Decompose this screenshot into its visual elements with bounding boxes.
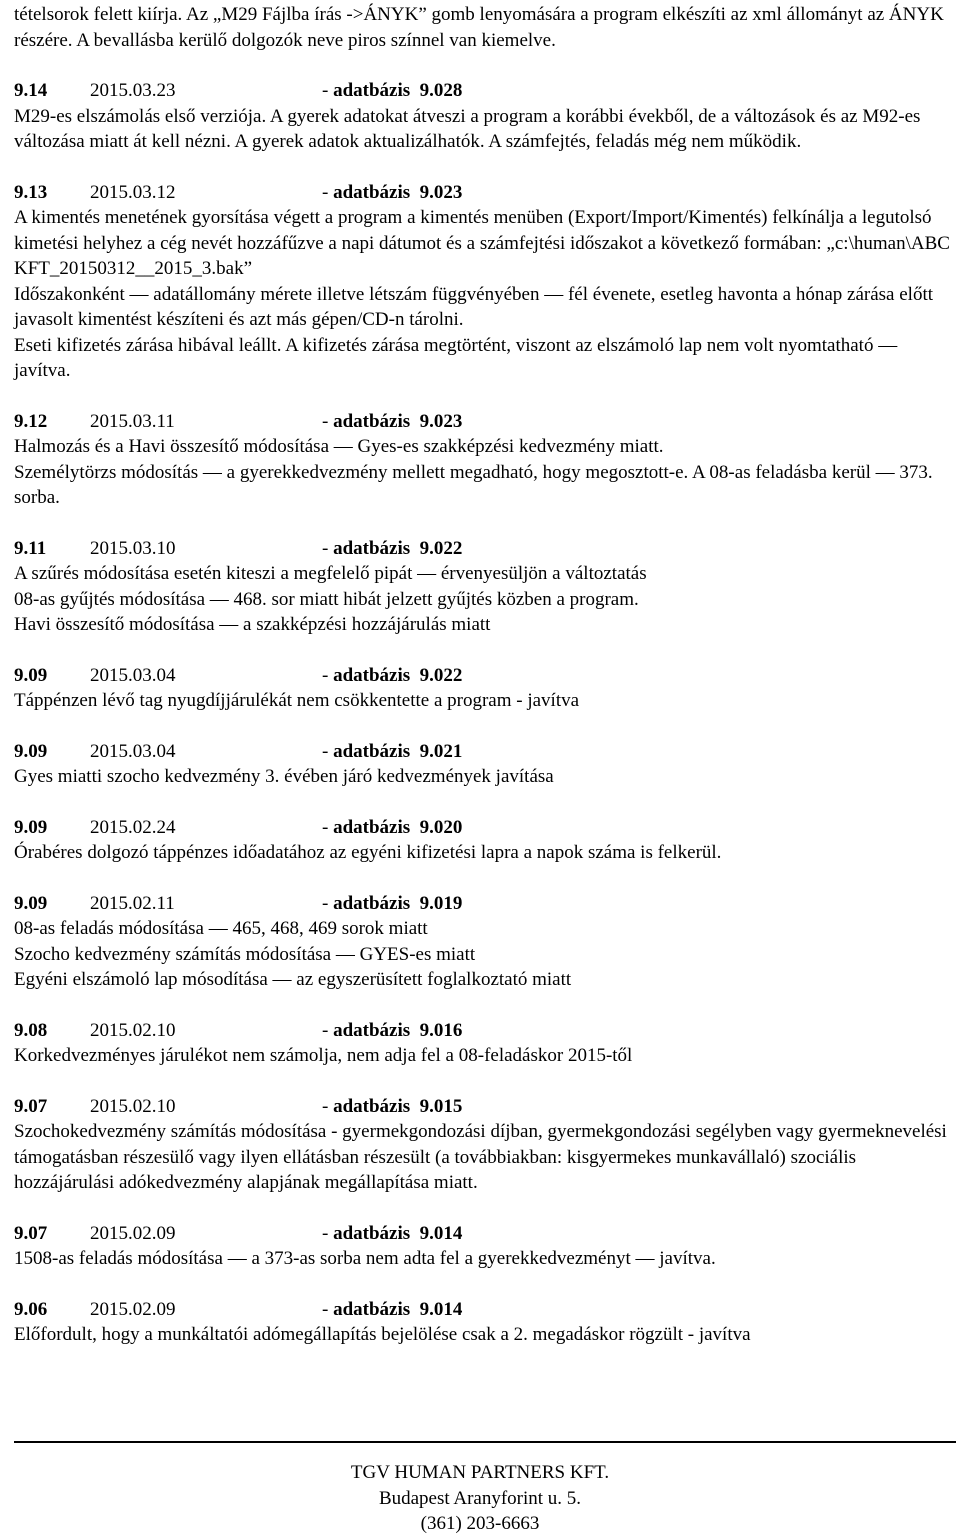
entry-db-prefix: - [322,816,334,838]
entry-text: M29-es elszámolás első verziója. A gyerek adatokat átveszi a program a korábbi évekből, de a változások és az M92-es változása miatt át kell nézni. A gyerek adatok aktualizálhatók. A számfejtés, feladás még nem működik. [14,105,921,152]
entry-text: Személytörzs módosítás — a gyerekkedvezmény mellett megadható, hogy megosztott-e. A 08-as feladásba kerül — 373. sorba. [14,461,933,508]
entry-version: 9.06 [14,1298,48,1320]
entry-version: 9.12 [14,410,48,432]
entry-text: 08-as feladás módosítása — 465, 468, 469 sorok miatt [14,918,428,939]
entry-header [14,1018,954,1044]
entry-database-version: adatbázis 9.019 [333,892,463,914]
entry-version: 9.11 [14,537,47,559]
entry-version: 9.09 [14,740,48,762]
entry-date: 2015.03.23 [90,80,176,101]
entry-text: Órabéres dolgozó táppénzes időadatához az egyéni kifizetési lapra a napok száma is felkerül. [14,842,722,863]
entry-header [14,815,954,841]
entry-text: Havi összesítő módosítása — a szakképzési hozzájárulás miatt [14,614,491,635]
entry-text: Időszakonként — adatállomány mérete illetve létszám függvényében — fél évenete, esetleg havonta a hónap zárása előtt javasolt kimentést készíteni és azt más gépen/CD-n tárolni. [14,283,934,330]
entry-database-version: adatbázis 9.021 [333,740,463,762]
entry-text: 1508-as feladás módosítása — a 373-as sorba nem adta fel a gyerekkedvezményt — javítva. [14,1248,716,1269]
entry-text: Halmozás és a Havi összesítő módosítása — Gyes-es szakképzési kedvezmény miatt. [14,436,664,457]
changelog-entry [14,663,954,714]
entry-database-version: adatbázis 9.020 [333,816,463,838]
entry-date: 2015.02.10 [90,1095,176,1117]
entry-date: 2015.03.04 [90,664,176,686]
footer-company: TGV HUMAN PARTNERS KFT. [350,1462,610,1483]
entry-version: 9.09 [14,664,48,686]
entry-database-version: adatbázis 9.014 [333,1222,463,1244]
footer [0,1460,960,1537]
entry-db-prefix: - [322,1298,334,1320]
entry-date: 2015.03.10 [90,537,176,559]
entry-date: 2015.03.12 [90,181,176,203]
entry-date: 2015.02.09 [90,1222,176,1244]
intro-paragraph [14,2,954,53]
changelog-entry [14,815,954,866]
changelog-entries [14,78,954,1348]
entry-db-prefix: - [322,181,334,203]
entry-header [14,409,954,435]
entry-version: 9.09 [14,892,48,914]
footer-address: Budapest Aranyforint u. 5. [378,1487,582,1509]
changelog [14,2,954,1373]
entry-db-prefix: - [322,410,334,432]
changelog-entry [14,1018,954,1069]
footer-phone: (361) 203-6663 [420,1513,540,1534]
entry-database-version: adatbázis 9.014 [333,1298,463,1320]
changelog-entry [14,739,954,790]
entry-version: 9.14 [14,80,48,101]
entry-database-version: adatbázis 9.022 [333,664,463,686]
intro-text: tételsorok felett kiírja. Az „M29 Fájlba írás ->ÁNYK” gomb lenyomására a program elkészíti az xml állományt az ÁNYK részére. A bevallásba kerülő dolgozók neve piros színnel van kiemelve. [14,4,944,51]
entry-header [14,536,954,562]
entry-db-prefix: - [322,80,334,101]
entry-database-version: adatbázis 9.023 [333,181,463,203]
changelog-entry [14,891,954,993]
changelog-entry [14,180,954,384]
entry-db-prefix: - [322,1019,334,1041]
entry-version: 9.09 [14,816,48,838]
entry-date: 2015.02.10 [90,1019,176,1041]
entry-version: 9.07 [14,1095,48,1117]
entry-date: 2015.03.04 [90,740,176,762]
changelog-entry [14,536,954,638]
entry-database-version: adatbázis 9.028 [333,80,463,101]
entry-header [14,663,954,689]
entry-header [14,891,954,917]
entry-text: Előfordult, hogy a munkáltatói adómegállapítás bejelölése csak a 2. megadáskor rögzült - javítva [14,1324,751,1345]
entry-date: 2015.02.24 [90,816,176,838]
entry-header [14,1297,954,1323]
entry-db-prefix: - [322,664,334,686]
entry-text: Korkedvezményes járulékot nem számolja, nem adja fel a 08-feladáskor 2015-től [14,1045,633,1066]
entry-database-version: adatbázis 9.023 [333,410,463,432]
entry-db-prefix: - [322,892,334,914]
footer-divider [14,1441,956,1443]
entry-header [14,1094,954,1120]
entry-text: 08-as gyűjtés módosítása — 468. sor miatt hibát jelzett gyűjtés közben a program. [14,588,639,610]
entry-header [14,739,954,765]
entry-header [14,78,954,104]
changelog-entry [14,1094,954,1196]
entry-date: 2015.02.11 [90,892,175,914]
entry-text: Eseti kifizetés zárása hibával leállt. A kifizetés zárása megtörtént, viszont az elszámoló lap nem volt nyomtatható — javítva. [14,334,898,381]
entry-header [14,1221,954,1247]
entry-text: Szocho kedvezmény számítás módosítása — GYES-es miatt [14,943,476,965]
changelog-entry [14,1297,954,1348]
entry-db-prefix: - [322,740,334,762]
entry-database-version: adatbázis 9.016 [333,1019,463,1041]
entry-database-version: adatbázis 9.015 [333,1095,463,1117]
entry-text: Szochokedvezmény számítás módosítása - gyermekgondozási díjban, gyermekgondozási segélyben vagy gyermeknevelési támogatásban részesülő vagy ilyen ellátásban részesült (a továbbiakban: kisgyermekes munkavállaló) szociális hozzájárulási adókedvezmény alapjának megállapítása miatt. [14,1121,947,1193]
entry-version: 9.08 [14,1019,48,1041]
changelog-entry [14,78,954,155]
entry-db-prefix: - [322,1222,334,1244]
entry-text: Gyes miatti szocho kedvezmény 3. évében járó kedvezmények javítása [14,766,554,787]
changelog-entry [14,1221,954,1272]
changelog-entry [14,409,954,511]
entry-text: Táppénzen lévő tag nyugdíjjárulékát nem csökkentette a program - javítva [14,690,580,711]
entry-db-prefix: - [322,537,334,559]
entry-database-version: adatbázis 9.022 [333,537,463,559]
entry-date: 2015.03.11 [90,410,175,432]
entry-header [14,180,954,206]
entry-version: 9.07 [14,1222,48,1244]
entry-text: A szűrés módosítása esetén kiteszi a megfelelő pipát — érvenyesüljön a változtatás [14,563,647,584]
entry-text: A kimentés menetének gyorsítása végett a program a kimentés menüben (Export/Import/Kimentés) felkínálja a legutolsó kimetési helyhez a cég nevét hozzáfűzve a napi dátumot és a számfejtési időszakot a következő formában: „c:\human\ABC KFT_20150312__2015_3.bak” [14,207,950,279]
entry-version: 9.13 [14,181,48,203]
entry-text: Egyéni elszámoló lap mósodítása — az egyszerüsített foglalkoztató miatt [14,969,572,990]
entry-date: 2015.02.09 [90,1298,176,1320]
entry-db-prefix: - [322,1095,334,1117]
